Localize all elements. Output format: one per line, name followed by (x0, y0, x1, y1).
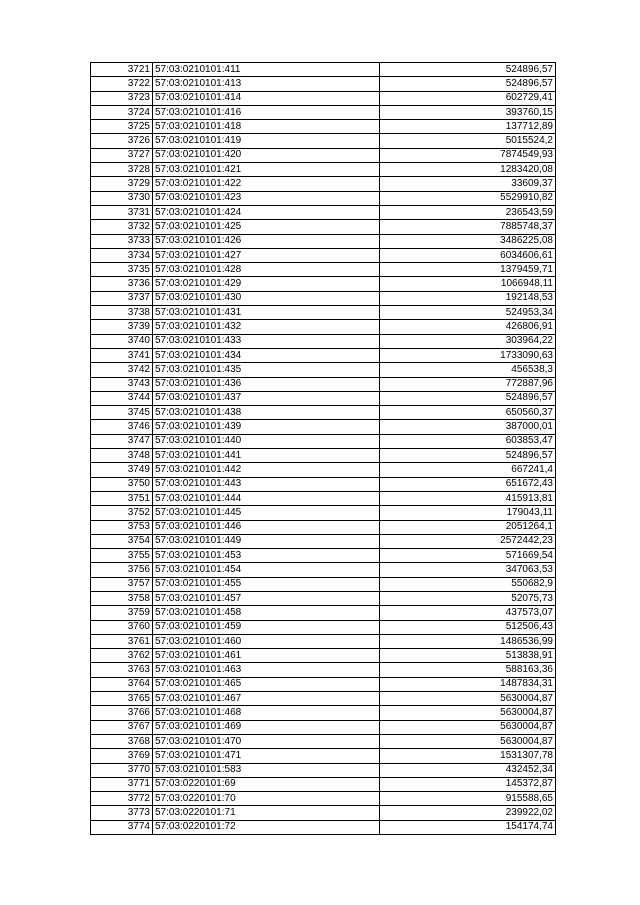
cadastral-number: 57:03:0210101:467 (153, 692, 380, 706)
cadastral-value: 5015524,2 (380, 134, 556, 148)
cadastral-value-table (90, 62, 556, 835)
cadastral-number: 57:03:0210101:426 (153, 234, 380, 248)
cadastral-value: 603853,47 (380, 434, 556, 448)
cadastral-value: 524896,57 (380, 63, 556, 77)
table-row (91, 692, 556, 706)
cadastral-number: 57:03:0210101:460 (153, 634, 380, 648)
cadastral-number: 57:03:0210101:435 (153, 363, 380, 377)
table-row (91, 606, 556, 620)
row-number: 3757 (91, 577, 153, 591)
cadastral-number: 57:03:0210101:419 (153, 134, 380, 148)
table-row (91, 649, 556, 663)
table-row (91, 363, 556, 377)
table-row (91, 806, 556, 820)
row-number: 3721 (91, 63, 153, 77)
cadastral-value: 432452,34 (380, 763, 556, 777)
row-number: 3736 (91, 277, 153, 291)
row-number: 3728 (91, 163, 153, 177)
cadastral-value: 303964,22 (380, 334, 556, 348)
cadastral-value: 571669,54 (380, 549, 556, 563)
cadastral-number: 57:03:0210101:470 (153, 734, 380, 748)
row-number: 3763 (91, 663, 153, 677)
table-row (91, 248, 556, 262)
row-number: 3761 (91, 634, 153, 648)
row-number: 3743 (91, 377, 153, 391)
cadastral-value: 192148,53 (380, 291, 556, 305)
table-row (91, 177, 556, 191)
row-number: 3733 (91, 234, 153, 248)
cadastral-number: 57:03:0210101:421 (153, 163, 380, 177)
cadastral-number: 57:03:0210101:459 (153, 620, 380, 634)
cadastral-value: 1487834,31 (380, 677, 556, 691)
cadastral-number: 57:03:0210101:455 (153, 577, 380, 591)
table-row (91, 277, 556, 291)
cadastral-value: 2572442,23 (380, 534, 556, 548)
table-row (91, 220, 556, 234)
row-number: 3766 (91, 706, 153, 720)
row-number: 3737 (91, 291, 153, 305)
cadastral-number: 57:03:0210101:431 (153, 306, 380, 320)
cadastral-value: 1733090,63 (380, 348, 556, 362)
cadastral-value: 426806,91 (380, 320, 556, 334)
row-number: 3730 (91, 191, 153, 205)
table-row (91, 720, 556, 734)
cadastral-number: 57:03:0210101:433 (153, 334, 380, 348)
cadastral-number: 57:03:0210101:414 (153, 91, 380, 105)
row-number: 3745 (91, 406, 153, 420)
row-number: 3735 (91, 263, 153, 277)
cadastral-number: 57:03:0210101:441 (153, 449, 380, 463)
cadastral-value: 5630004,87 (380, 692, 556, 706)
cadastral-number: 57:03:0220101:69 (153, 777, 380, 791)
cadastral-number: 57:03:0210101:411 (153, 63, 380, 77)
table-row (91, 634, 556, 648)
row-number: 3771 (91, 777, 153, 791)
cadastral-value: 5630004,87 (380, 734, 556, 748)
cadastral-value: 239922,02 (380, 806, 556, 820)
cadastral-number: 57:03:0210101:424 (153, 205, 380, 219)
table-row (91, 391, 556, 405)
cadastral-value: 33609,37 (380, 177, 556, 191)
row-number: 3746 (91, 420, 153, 434)
cadastral-value: 393760,15 (380, 105, 556, 119)
cadastral-value: 1379459,71 (380, 263, 556, 277)
cadastral-value: 5630004,87 (380, 706, 556, 720)
row-number: 3772 (91, 792, 153, 806)
cadastral-value: 650560,37 (380, 406, 556, 420)
cadastral-number: 57:03:0210101:430 (153, 291, 380, 305)
row-number: 3744 (91, 391, 153, 405)
row-number: 3723 (91, 91, 153, 105)
table-row (91, 434, 556, 448)
table-row (91, 763, 556, 777)
table-row (91, 506, 556, 520)
cadastral-value: 437573,07 (380, 606, 556, 620)
cadastral-value: 651672,43 (380, 477, 556, 491)
cadastral-number: 57:03:0210101:420 (153, 148, 380, 162)
table-row (91, 520, 556, 534)
cadastral-number: 57:03:0210101:416 (153, 105, 380, 119)
table-row (91, 777, 556, 791)
cadastral-number: 57:03:0210101:446 (153, 520, 380, 534)
row-number: 3738 (91, 306, 153, 320)
row-number: 3739 (91, 320, 153, 334)
row-number: 3750 (91, 477, 153, 491)
table-row (91, 677, 556, 691)
cadastral-value: 588163,36 (380, 663, 556, 677)
row-number: 3760 (91, 620, 153, 634)
row-number: 3755 (91, 549, 153, 563)
cadastral-value: 524896,57 (380, 77, 556, 91)
cadastral-number: 57:03:0210101:458 (153, 606, 380, 620)
row-number: 3734 (91, 248, 153, 262)
cadastral-value: 137712,89 (380, 120, 556, 134)
table-row (91, 91, 556, 105)
row-number: 3759 (91, 606, 153, 620)
row-number: 3741 (91, 348, 153, 362)
cadastral-number: 57:03:0210101:454 (153, 563, 380, 577)
cadastral-value: 1283420,08 (380, 163, 556, 177)
row-number: 3773 (91, 806, 153, 820)
cadastral-value: 513838,91 (380, 649, 556, 663)
row-number: 3768 (91, 734, 153, 748)
cadastral-number: 57:03:0220101:72 (153, 820, 380, 834)
cadastral-number: 57:03:0210101:432 (153, 320, 380, 334)
table-row (91, 491, 556, 505)
cadastral-number: 57:03:0210101:425 (153, 220, 380, 234)
cadastral-value: 915588,65 (380, 792, 556, 806)
row-number: 3758 (91, 591, 153, 605)
cadastral-number: 57:03:0210101:423 (153, 191, 380, 205)
table-row (91, 191, 556, 205)
row-number: 3747 (91, 434, 153, 448)
row-number: 3732 (91, 220, 153, 234)
table-row (91, 734, 556, 748)
row-number: 3748 (91, 449, 153, 463)
row-number: 3726 (91, 134, 153, 148)
cadastral-number: 57:03:0210101:413 (153, 77, 380, 91)
cadastral-value: 524896,57 (380, 391, 556, 405)
row-number: 3765 (91, 692, 153, 706)
cadastral-number: 57:03:0210101:445 (153, 506, 380, 520)
row-number: 3767 (91, 720, 153, 734)
cadastral-number: 57:03:0210101:422 (153, 177, 380, 191)
cadastral-number: 57:03:0210101:453 (153, 549, 380, 563)
cadastral-value: 7874549,93 (380, 148, 556, 162)
cadastral-value: 7885748,37 (380, 220, 556, 234)
cadastral-value: 387000,01 (380, 420, 556, 434)
table-row (91, 420, 556, 434)
cadastral-number: 57:03:0210101:583 (153, 763, 380, 777)
row-number: 3731 (91, 205, 153, 219)
table-row (91, 77, 556, 91)
cadastral-value: 524953,34 (380, 306, 556, 320)
cadastral-value: 5630004,87 (380, 720, 556, 734)
cadastral-value: 415913,81 (380, 491, 556, 505)
table-row (91, 334, 556, 348)
table-row (91, 591, 556, 605)
row-number: 3762 (91, 649, 153, 663)
cadastral-number: 57:03:0210101:457 (153, 591, 380, 605)
row-number: 3742 (91, 363, 153, 377)
cadastral-number: 57:03:0210101:436 (153, 377, 380, 391)
cadastral-number: 57:03:0210101:444 (153, 491, 380, 505)
cadastral-number: 57:03:0210101:429 (153, 277, 380, 291)
row-number: 3729 (91, 177, 153, 191)
cadastral-value: 512506,43 (380, 620, 556, 634)
table-row (91, 463, 556, 477)
row-number: 3770 (91, 763, 153, 777)
cadastral-value: 456538,3 (380, 363, 556, 377)
cadastral-value: 667241,4 (380, 463, 556, 477)
cadastral-number: 57:03:0210101:440 (153, 434, 380, 448)
cadastral-number: 57:03:0220101:70 (153, 792, 380, 806)
cadastral-number: 57:03:0210101:465 (153, 677, 380, 691)
cadastral-value: 1531307,78 (380, 749, 556, 763)
row-number: 3749 (91, 463, 153, 477)
cadastral-number: 57:03:0210101:434 (153, 348, 380, 362)
row-number: 3724 (91, 105, 153, 119)
table-row (91, 63, 556, 77)
cadastral-number: 57:03:0210101:443 (153, 477, 380, 491)
cadastral-number: 57:03:0210101:442 (153, 463, 380, 477)
cadastral-number: 57:03:0210101:418 (153, 120, 380, 134)
cadastral-number: 57:03:0210101:437 (153, 391, 380, 405)
table-row (91, 205, 556, 219)
cadastral-value: 347063,53 (380, 563, 556, 577)
table-row (91, 534, 556, 548)
table-body (91, 63, 556, 835)
table-row (91, 549, 556, 563)
cadastral-number: 57:03:0210101:469 (153, 720, 380, 734)
table-row (91, 105, 556, 119)
row-number: 3740 (91, 334, 153, 348)
cadastral-value: 236543,59 (380, 205, 556, 219)
cadastral-number: 57:03:0210101:439 (153, 420, 380, 434)
row-number: 3725 (91, 120, 153, 134)
cadastral-value: 5529910,82 (380, 191, 556, 205)
table-row (91, 706, 556, 720)
table-row (91, 120, 556, 134)
table-row (91, 348, 556, 362)
cadastral-value: 145372,87 (380, 777, 556, 791)
row-number: 3751 (91, 491, 153, 505)
cadastral-value: 1066948,11 (380, 277, 556, 291)
cadastral-number: 57:03:0210101:427 (153, 248, 380, 262)
cadastral-number: 57:03:0210101:461 (153, 649, 380, 663)
table-row (91, 406, 556, 420)
row-number: 3754 (91, 534, 153, 548)
cadastral-value: 3486225,08 (380, 234, 556, 248)
row-number: 3753 (91, 520, 153, 534)
cadastral-value: 1486536,99 (380, 634, 556, 648)
cadastral-value: 154174,74 (380, 820, 556, 834)
table-row (91, 306, 556, 320)
row-number: 3756 (91, 563, 153, 577)
table-row (91, 163, 556, 177)
cadastral-value: 2051264,1 (380, 520, 556, 534)
cadastral-value: 179043,11 (380, 506, 556, 520)
table-row (91, 477, 556, 491)
table-row (91, 620, 556, 634)
cadastral-value: 52075,73 (380, 591, 556, 605)
table-row (91, 134, 556, 148)
cadastral-number: 57:03:0210101:438 (153, 406, 380, 420)
cadastral-number: 57:03:0210101:471 (153, 749, 380, 763)
cadastral-value: 772887,96 (380, 377, 556, 391)
cadastral-value: 602729,41 (380, 91, 556, 105)
table-row (91, 291, 556, 305)
table-row (91, 820, 556, 834)
table-row (91, 663, 556, 677)
row-number: 3769 (91, 749, 153, 763)
table-row (91, 563, 556, 577)
table-row (91, 234, 556, 248)
table-row (91, 749, 556, 763)
row-number: 3764 (91, 677, 153, 691)
cadastral-number: 57:03:0220101:71 (153, 806, 380, 820)
table-row (91, 577, 556, 591)
table-row (91, 377, 556, 391)
cadastral-value: 524896,57 (380, 449, 556, 463)
table-row (91, 320, 556, 334)
row-number: 3752 (91, 506, 153, 520)
cadastral-value: 6034606,61 (380, 248, 556, 262)
row-number: 3774 (91, 820, 153, 834)
cadastral-number: 57:03:0210101:468 (153, 706, 380, 720)
table-row (91, 792, 556, 806)
cadastral-number: 57:03:0210101:463 (153, 663, 380, 677)
row-number: 3727 (91, 148, 153, 162)
cadastral-value: 550682,9 (380, 577, 556, 591)
row-number: 3722 (91, 77, 153, 91)
table-row (91, 263, 556, 277)
cadastral-number: 57:03:0210101:449 (153, 534, 380, 548)
table-row (91, 148, 556, 162)
table-row (91, 449, 556, 463)
cadastral-number: 57:03:0210101:428 (153, 263, 380, 277)
